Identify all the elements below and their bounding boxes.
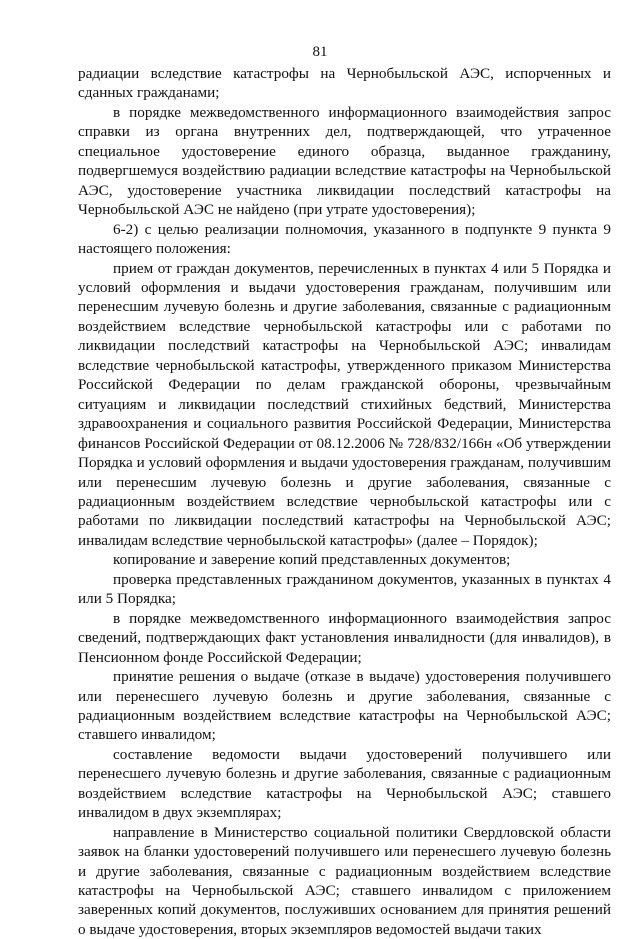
paragraph-copy-certification: копирование и заверение копий представленных документов;	[113, 551, 511, 569]
body-text	[78, 64, 611, 939]
paragraph-issue-decision: принятие решения о выдаче (отказе в выдаче) удостоверения получившего или перенесшего лучевую болезнь и другие заболевания, связанные с радиационным воздействием вследствие катастрофы на Чернобыльской АЭС; ставшего инвалидом;	[78, 668, 611, 744]
paragraph-continuation: радиации вследствие катастрофы на Чернобыльской АЭС, испорченных и сданных гражданами;	[78, 65, 611, 102]
paragraph-disability-request: в порядке межведомственного информационного взаимодействия запрос сведений, подтверждающих факт установления инвалидности (для инвалидов), в Пенсионном фонде Российской Федерации;	[78, 609, 611, 666]
paragraph-police-certificate-request: в порядке межведомственного информационного взаимодействия запрос справки из органа внутренних дел, подтверждающей, что утраченное специальное удостоверение единого образца, выданное гражданину, подвергшемуся воздействию радиации вследствие катастрофы на Чернобыльской АЭС, удостоверение участника ликвидации последствий катастрофы на Чернобыльской АЭС не найдено (при утрате удостоверения);	[78, 103, 611, 219]
page-number: 81	[312, 44, 328, 60]
paragraph-document-check: проверка представленных гражданином документов, указанных в пунктах 4 или 5 Порядка;	[78, 570, 611, 608]
paragraph-issue-register: составление ведомости выдачи удостоверений получившего или перенесшего лучевую болезнь и другие заболевания, связанные с радиационным воздействием вследствие катастрофы на Чернобыльской АЭС; ставшего инвалидом в двух экземплярах;	[78, 745, 611, 822]
paragraph-blank-requests: направление в Министерство социальной политики Свердловской области заявок на бланки удостоверений получившего или перенесшего лучевую болезнь и другие заболевания, связанные с радиационным воздействием вследствие катастрофы на Чернобыльской АЭС; ставшего инвалидом с приложением заверенных копий документов, послуживших основанием для принятия решений о выдаче удостоверения, вторых экземпляров ведомостей выдачи таких	[78, 823, 611, 938]
paragraph-item-6-2: 6-2) с целью реализации полномочия, указанного в подпункте 9 пункта 9 настоящего положения:	[78, 220, 611, 258]
paragraph-document-reception: прием от граждан документов, перечисленных в пунктах 4 или 5 Порядка и условий оформления и выдачи удостоверения гражданам, получившим или перенесшим лучевую болезнь и другие заболевания, связанные с радиационным воздействием вследствие чернобыльской катастрофы или с работами по ликвидации последствий катастрофы на Чернобыльской АЭС; инвалидам вследствие чернобыльской катастрофы, утвержденного приказом Министерства Российской Федерации по делам гражданской обороны, чрезвычайным ситуациям и ликвидации последствий стихийных бедствий, Министерства здравоохранения и социального развития Российской Федерации, Министерства финансов Российской Федерации от 08.12.2006 № 728/832/166н «Об утверждении Порядка и условий оформления и выдачи удостоверения гражданам, получившим или перенесшим лучевую болезнь и другие заболевания, связанные с радиационным воздействием вследствие чернобыльской катастрофы или с работами по ликвидации последствий катастрофы на Чернобыльской АЭС; инвалидам вследствие чернобыльской катастрофы» (далее – Порядок);	[78, 259, 611, 549]
